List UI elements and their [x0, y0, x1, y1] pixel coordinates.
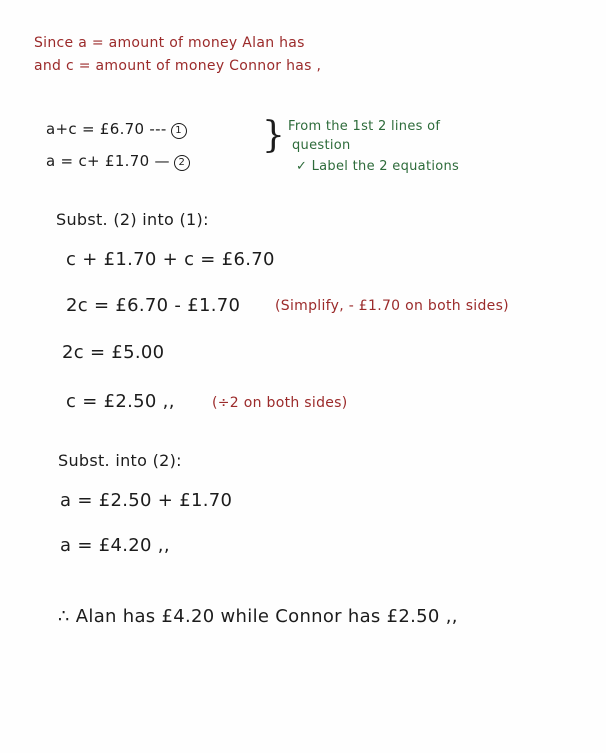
note-line-1: From the 1st 2 lines of [288, 119, 441, 134]
step2-heading: Subst. into (2): [58, 451, 182, 470]
note-line-2: question [292, 138, 351, 153]
step2-line-2: a = £4.20 ,, [60, 535, 170, 556]
equation-2-marker: 2 [174, 155, 190, 171]
step1-heading: Subst. (2) into (1): [56, 210, 209, 229]
curly-brace: } [262, 115, 285, 156]
step2-line-1: a = £2.50 + £1.70 [60, 490, 233, 511]
equation-1-marker: 1 [171, 123, 187, 139]
step1-line-1: c + £1.70 + c = £6.70 [66, 249, 275, 270]
step1-line-3: 2c = £5.00 [62, 342, 165, 363]
step1-line-4-note: (÷2 on both sides) [212, 395, 348, 411]
equation-1-text: a+c = £6.70 --- [46, 120, 167, 138]
intro-line-2: and c = amount of money Connor has , [34, 58, 322, 74]
conclusion: ∴ Alan has £4.20 while Connor has £2.50 ,, [58, 606, 458, 627]
intro-line-1: Since a = amount of money Alan has [34, 35, 305, 51]
step1-line-2-note: (Simplify, - £1.70 on both sides) [275, 298, 509, 314]
step1-line-2: 2c = £6.70 - £1.70 [66, 295, 241, 316]
equation-1 [46, 120, 187, 139]
equation-2 [46, 152, 190, 171]
equation-2-text: a = c+ £1.70 — [46, 152, 170, 170]
step1-line-4: c = £2.50 ,, [66, 391, 175, 412]
note-line-3: ✓ Label the 2 equations [296, 159, 460, 174]
